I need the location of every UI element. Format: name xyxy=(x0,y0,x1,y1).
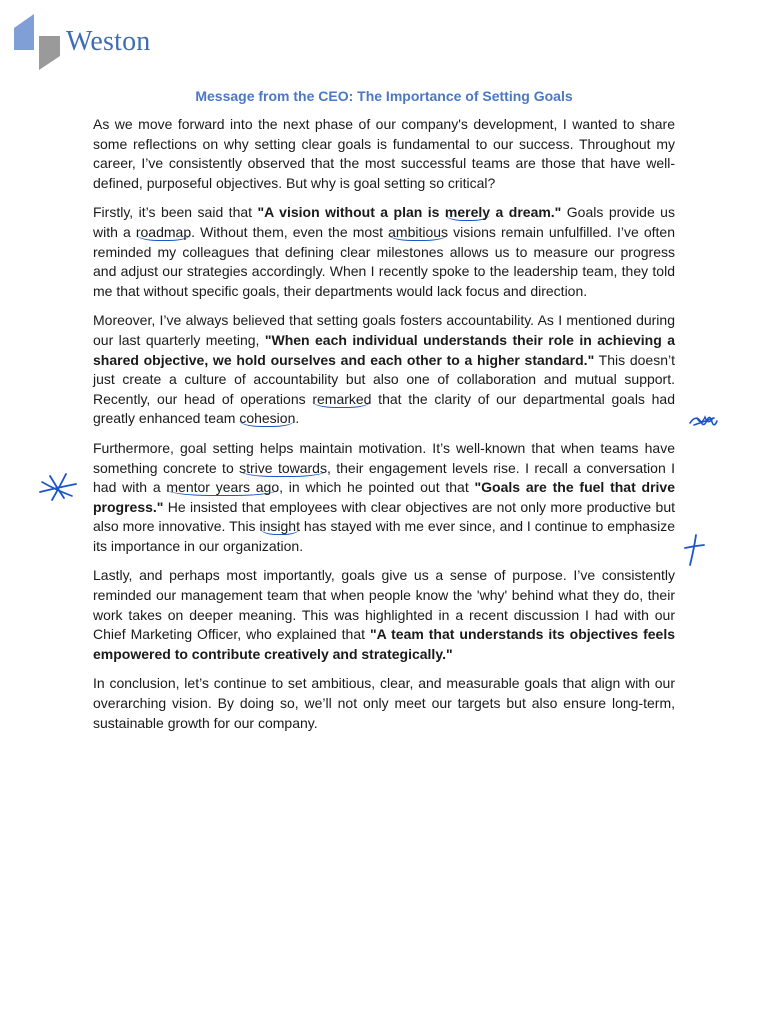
body-text: . xyxy=(295,410,300,427)
paragraph xyxy=(93,311,675,429)
underlined-text: cohesion xyxy=(239,410,296,427)
body-text: Moreover, I’ve always believed that setting goals fosters accountability. As I mentioned during our last quarterly meeting, xyxy=(93,312,675,348)
body-text: Firstly, it’s been said that xyxy=(93,204,258,221)
body-text: As we move forward into the next phase of our company's development, I wanted to share some reflections on why setting clear goals is fundamental to our success. Throughout my career, I’ve consistently observed that the most successful teams are those that have well-defined, purposeful objectives. But why is goal setting so critical? xyxy=(93,116,675,191)
underlined-text: ambitious xyxy=(388,223,449,240)
document-body xyxy=(93,115,675,743)
body-text: , their engagement levels rise. I recall a conversation I had with a xyxy=(93,459,675,496)
logo-icon xyxy=(14,14,60,72)
underlined-text: strive towards xyxy=(239,459,327,476)
quote-text: "A team that understands its objectives feels empowered to contribute creatively and strategically." xyxy=(93,626,675,662)
underlined-text: roadmap xyxy=(135,223,192,240)
body-text: has stayed with me ever since, and I continue to emphasize its importance in our organization. xyxy=(93,518,675,554)
underlined-text: remarked xyxy=(312,390,372,407)
body-text: In conclusion, let’s continue to set ambitious, clear, and measurable goals that align with our overarching vision. By doing so, we’ll not only meet our targets but also ensure long-term, sustainable growth for our company. xyxy=(93,675,675,731)
body-text: Goals provide us with a xyxy=(93,204,675,240)
paragraph xyxy=(93,566,675,664)
body-text: . Without them, even the most xyxy=(191,223,389,240)
underlined-text: mentor years ago xyxy=(166,479,280,496)
body-text: This doesn’t just create a culture of accountability but also one of collaboration and mutual support. Recently, our head of operations xyxy=(93,351,675,407)
body-text: visions remain unfulfilled. I’ve often reminded my colleagues that defining clear milestones allows us to measure our progress and adjust our strategies accordingly. When I recently spoke to the leadership team, they told me that without specific goals, their departments would lack focus and direction. xyxy=(93,223,675,299)
paragraph xyxy=(93,674,675,733)
quote-text: "When each individual understands their role in achieving a shared objective, we hold ourselves and each other to a higher standard." xyxy=(93,331,675,368)
quote-text: "Goals are the fuel that drive progress." xyxy=(93,479,675,515)
brand-name: Weston xyxy=(66,26,151,57)
paragraph xyxy=(93,115,675,193)
logo xyxy=(14,14,174,72)
body-text: Lastly, and perhaps most importantly, goals give us a sense of purpose. I’ve consistently reminded our management team that when people know the 'why' behind what they do, their work takes on deeper meaning. This was highlighted in a recent discussion I had with our Chief Marketing Officer, who explained that xyxy=(93,567,675,643)
scribble-mark xyxy=(688,412,720,432)
quote-text: "A vision without a plan is xyxy=(257,204,445,221)
underlined-text: insight xyxy=(259,518,300,535)
body-text: that the clarity of our departmental goals had greatly enhanced team xyxy=(93,390,675,427)
body-text: Furthermore, goal setting helps maintain motivation. It’s well-known that when teams have something concrete to xyxy=(93,439,675,476)
page-title: Message from the CEO: The Importance of Setting Goals xyxy=(195,88,573,104)
cross-mark xyxy=(682,533,706,567)
asterisk-mark xyxy=(36,470,80,504)
body-text: He insisted that employees with clear objectives are not only more productive but also more innovative. This xyxy=(93,498,675,535)
quote-text: a dream." xyxy=(490,204,562,221)
body-text: , in which he pointed out that xyxy=(279,479,475,496)
paragraph xyxy=(93,439,675,557)
underlined-quote-text: merely xyxy=(444,204,491,221)
paragraph xyxy=(93,203,675,301)
